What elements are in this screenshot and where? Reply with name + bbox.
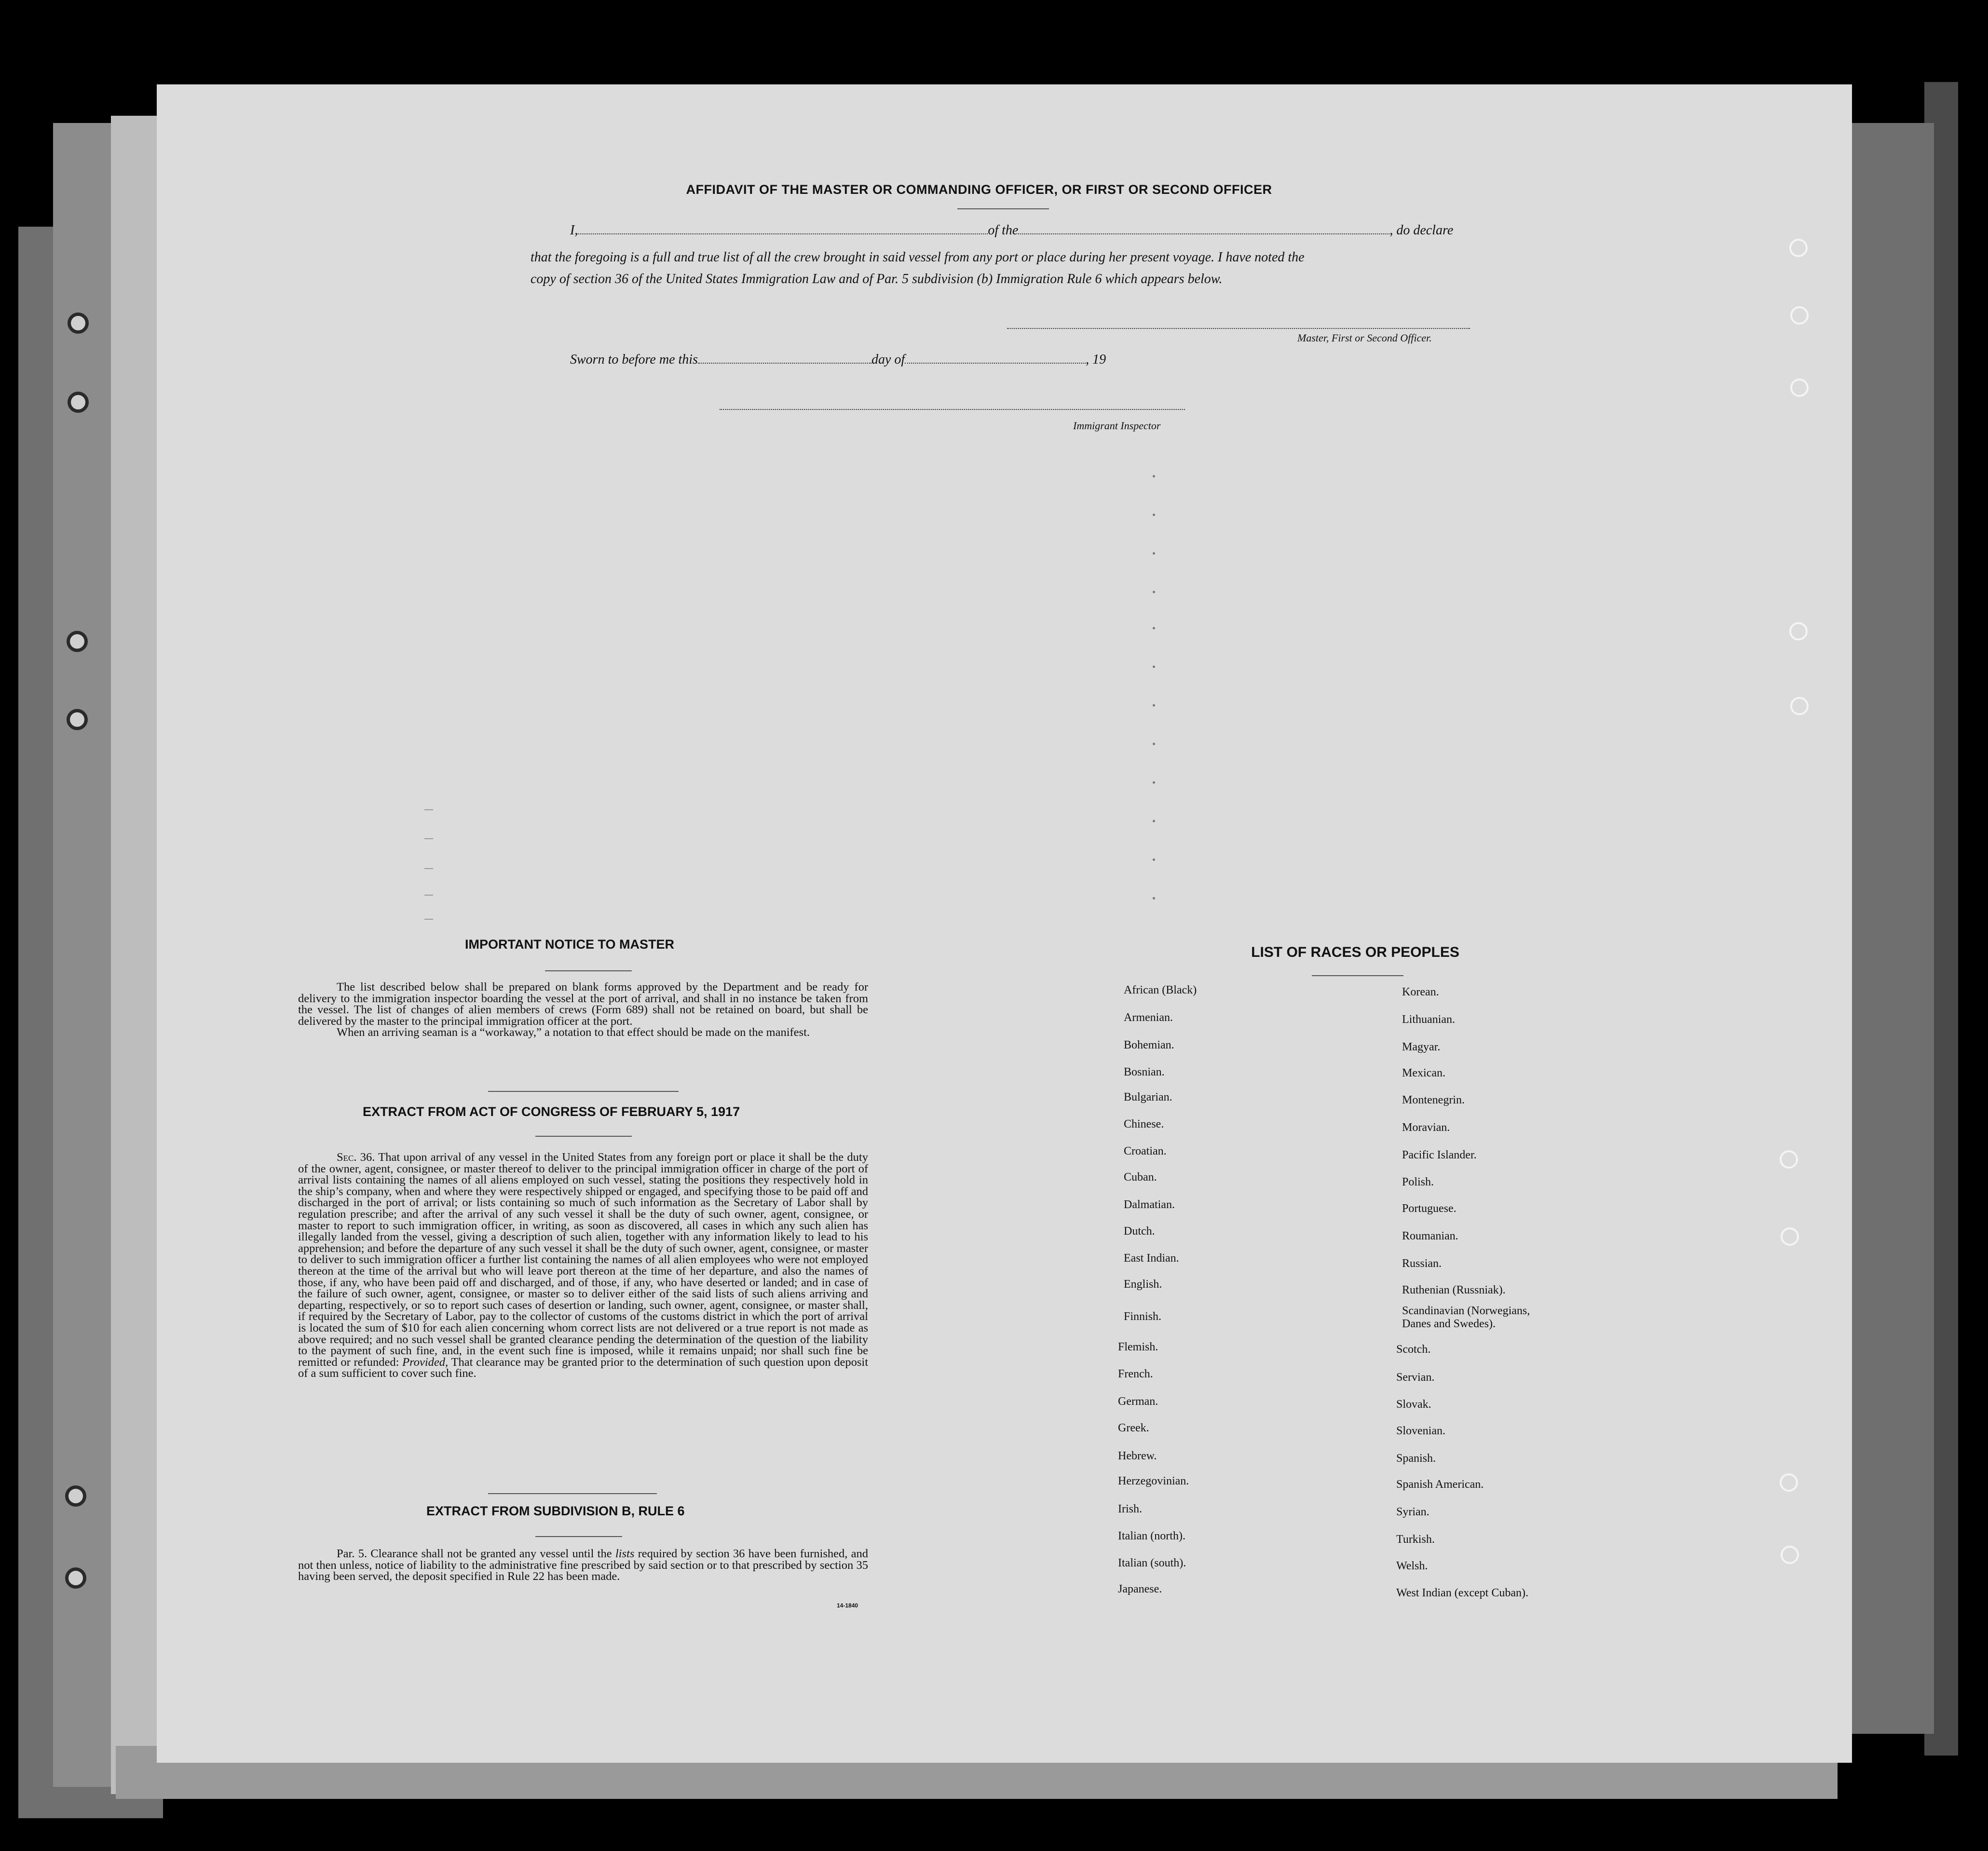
affidavit-line-2: that the foregoing is a full and true list of all the crew brought in said vessel from any port or place during her present voyage. I have noted the xyxy=(531,250,1305,265)
punch-ring xyxy=(1790,379,1809,397)
margin-tick xyxy=(424,868,433,869)
race-item: French. xyxy=(1118,1368,1153,1380)
margin-tick xyxy=(424,838,433,839)
affidavit-i: I, xyxy=(570,223,578,238)
notice-text xyxy=(298,981,868,1038)
races-title-rule xyxy=(1312,975,1403,976)
race-item: Bulgarian. xyxy=(1124,1091,1172,1103)
speck xyxy=(1153,781,1155,784)
race-item: Syrian. xyxy=(1396,1506,1430,1518)
race-item: Greek. xyxy=(1118,1422,1149,1434)
affidavit-of-the: of the xyxy=(988,223,1019,238)
race-item: African (Black) xyxy=(1124,984,1197,996)
inspector-signature-line xyxy=(720,409,1185,410)
section-divider xyxy=(488,1493,657,1494)
act-extract-title: EXTRACT FROM ACT OF CONGRESS OF FEBRUARY 5, 1917 xyxy=(363,1104,740,1119)
speck xyxy=(1153,552,1155,555)
punch-ring xyxy=(1781,1546,1799,1564)
race-item: Irish. xyxy=(1118,1503,1142,1515)
binder-hole xyxy=(67,709,88,730)
punch-ring xyxy=(1780,1473,1798,1492)
rule-text-b: required by section 36 have been furnished, and not then unless, notice of liability to the administrative fine prescribed by said section or to that prescribed by section 35 having been served, the deposit specified in Rule 22 has been made. xyxy=(298,1547,868,1583)
race-item: Dalmatian. xyxy=(1124,1198,1175,1211)
race-item: Polish. xyxy=(1402,1176,1434,1188)
vessel-blank xyxy=(1018,224,1389,234)
punch-ring xyxy=(1790,697,1809,715)
punch-ring xyxy=(1789,622,1808,640)
race-item: Croatian. xyxy=(1124,1145,1167,1157)
race-item: Moravian. xyxy=(1402,1121,1450,1134)
race-item: Flemish. xyxy=(1118,1341,1158,1353)
race-item: Spanish. xyxy=(1396,1452,1436,1465)
race-item: Finnish. xyxy=(1124,1310,1162,1323)
punch-ring xyxy=(1781,1227,1799,1246)
notice-title: IMPORTANT NOTICE TO MASTER xyxy=(465,937,674,952)
punch-ring xyxy=(1780,1150,1798,1169)
race-item: Scotch. xyxy=(1396,1343,1431,1356)
affidavit-do-declare: , do declare xyxy=(1389,223,1454,238)
race-item: Servian. xyxy=(1396,1371,1435,1384)
race-item: Scandinavian (Norwegians, Danes and Swedes). xyxy=(1402,1305,1530,1330)
rule-text-a: Par. 5. Clearance shall not be granted any vessel until the xyxy=(337,1547,612,1560)
speck xyxy=(1153,897,1155,899)
race-item: Welsh. xyxy=(1396,1560,1428,1572)
day-blank xyxy=(698,353,871,364)
race-item: Dutch. xyxy=(1124,1225,1155,1238)
affidavit-line-3: copy of section 36 of the United States Immigration Law and of Par. 5 subdivision (b) Immigration Rule 6 which appears below. xyxy=(531,272,1223,286)
rule-extract-text xyxy=(298,1548,868,1582)
margin-tick xyxy=(424,809,433,810)
race-item: Slovenian. xyxy=(1396,1425,1445,1437)
punch-ring xyxy=(1789,239,1808,257)
race-item: Japanese. xyxy=(1118,1583,1162,1595)
race-item: Armenian. xyxy=(1124,1011,1173,1024)
notice-paragraph-1: The list described below shall be prepared on blank forms approved by the Department and be ready for delivery to the immigration inspector boarding the vessel at the port of arrival, and shall in no instance be taken from the vessel. The list of changes of alien members of crews (Form 689) shall not be retained on board, but shall be delivered by the master to the principal immigration officer at the port. xyxy=(298,980,868,1028)
race-item: Lithuanian. xyxy=(1402,1013,1455,1026)
race-item: Montenegrin. xyxy=(1402,1094,1465,1106)
affidavit-line-1 xyxy=(570,223,1453,238)
notice-rule xyxy=(545,970,632,971)
race-item: Bosnian. xyxy=(1124,1066,1165,1078)
act-extract-text xyxy=(298,1152,868,1379)
sworn-day-of: day of xyxy=(871,352,905,367)
section-label: Sec. 36. xyxy=(337,1151,375,1164)
race-item: Ruthenian (Russniak). xyxy=(1402,1284,1506,1296)
name-blank xyxy=(578,224,988,234)
act-extract-rule xyxy=(535,1136,632,1137)
section-divider xyxy=(488,1091,679,1092)
act-text-proviso: That clearance may be granted prior to the determination of such question upon deposit of a sum sufficient to cover such fine. xyxy=(298,1355,869,1380)
margin-tick xyxy=(424,895,433,896)
speck xyxy=(1153,743,1155,745)
race-item: Russian. xyxy=(1402,1257,1442,1270)
race-item: Magyar. xyxy=(1402,1041,1441,1053)
race-item: Pacific Islander. xyxy=(1402,1149,1477,1161)
form-number: 14-1840 xyxy=(837,1602,858,1609)
race-item: Cuban. xyxy=(1124,1171,1157,1184)
inspector-caption: Immigrant Inspector xyxy=(1073,420,1161,432)
speck xyxy=(1153,666,1155,668)
rule-extract-title: EXTRACT FROM SUBDIVISION B, RULE 6 xyxy=(426,1504,685,1518)
race-item: Italian (north). xyxy=(1118,1530,1185,1542)
binder-hole xyxy=(68,392,89,413)
margin-tick xyxy=(424,919,433,920)
race-item: West Indian (except Cuban). xyxy=(1396,1587,1528,1599)
race-item: Turkish. xyxy=(1396,1533,1435,1546)
speck xyxy=(1153,704,1155,707)
rule-extract-rule xyxy=(535,1536,622,1537)
binder-hole xyxy=(68,313,89,334)
race-item: Mexican. xyxy=(1402,1067,1445,1079)
speck xyxy=(1153,514,1155,516)
affidavit-title: AFFIDAVIT OF THE MASTER OR COMMANDING OFFICER, OR FIRST OR SECOND OFFICER xyxy=(686,182,1272,197)
race-item: English. xyxy=(1124,1278,1162,1291)
speck xyxy=(1153,591,1155,593)
sworn-line xyxy=(570,352,1106,367)
race-item: Herzegovinian. xyxy=(1118,1475,1189,1487)
lists-word: lists xyxy=(615,1547,635,1560)
race-item: German. xyxy=(1118,1395,1158,1408)
binder-hole xyxy=(65,1567,86,1589)
act-text-main: That upon arrival of any vessel in the United States from any foreign port or place it shall be the duty of the owner, agent, consignee, or master thereof to deliver to the principal immigration officer in charge of the port of arrival lists containing the names of all aliens employed on such vessel, stating the positions they respectively hold in the ship’s company, when and where they were respectively shipped or engaged, and specifying those to be paid off and discharged in the port of arrival; or lists containing so much of such information as the Secretary of Labor shall by regulation prescribe; and after the arrival of any such vessel it shall be the duty of such owner, agent, consignee, or master to report to such immigration officer, in writing, as soon as discovered, all cases in which any such alien has illegally landed from the vessel, giving a description of such alien, together with any information likely to lead to his apprehension; and before the departure of any such vessel it shall be the duty of such owner, agent, consignee, or master to deliver to such immigration officer a further list containing the names of all alien employees who were not employed thereon at the time of the arrival but who will leave port thereon at the time of her departure, and also the names of those, if any, who have been paid off and discharged, and of those, if any, who have deserted or landed; and in case of the failure of such owner, agent, consignee, or master so to deliver either of the said lists of such aliens arriving and departing, respectively, or so to report such cases of desertion or landing, such owner, agent, consignee, or master shall, if required by the Secretary of Labor, pay to the collector of customs of the customs district in which the port of arrival is located the sum of $10 for each alien concerning whom correct lists are not delivered or a true report is not made as above required; and no such vessel shall be granted clearance pending the determination of the question of the liability to the payment of such fine, and, in the event such fine is imposed, while it remains unpaid; nor shall such fine be remitted or refunded: xyxy=(298,1151,868,1369)
races-title: LIST OF RACES OR PEOPLES xyxy=(1251,944,1459,960)
race-item: Spanish American. xyxy=(1396,1478,1484,1491)
race-item: Roumanian. xyxy=(1402,1230,1458,1242)
race-item: Slovak. xyxy=(1396,1398,1431,1411)
master-signature-line xyxy=(1007,328,1470,329)
speck xyxy=(1153,820,1155,822)
provided-label: Provided, xyxy=(402,1355,449,1369)
speck xyxy=(1153,475,1155,477)
master-caption: Master, First or Second Officer. xyxy=(1297,332,1432,344)
race-item: Hebrew. xyxy=(1118,1450,1157,1462)
speck xyxy=(1153,627,1155,629)
binder-hole xyxy=(65,1485,86,1507)
notice-paragraph-2: When an arriving seaman is a “workaway,” a notation to that effect should be made on the manifest. xyxy=(337,1026,810,1039)
binder-hole xyxy=(67,631,88,652)
race-item: East Indian. xyxy=(1124,1252,1179,1265)
race-item: Chinese. xyxy=(1124,1118,1164,1130)
race-item: Korean. xyxy=(1402,986,1439,998)
race-item: Portuguese. xyxy=(1402,1202,1457,1215)
punch-ring xyxy=(1790,306,1809,325)
sworn-year: , 19 xyxy=(1086,352,1106,367)
sworn-prefix: Sworn to before me this xyxy=(570,352,698,367)
title-rule xyxy=(957,208,1049,209)
month-blank xyxy=(905,353,1086,364)
document-page xyxy=(157,84,1852,1763)
speck xyxy=(1153,858,1155,861)
race-item: Bohemian. xyxy=(1124,1039,1174,1051)
race-item: Italian (south). xyxy=(1118,1557,1186,1569)
